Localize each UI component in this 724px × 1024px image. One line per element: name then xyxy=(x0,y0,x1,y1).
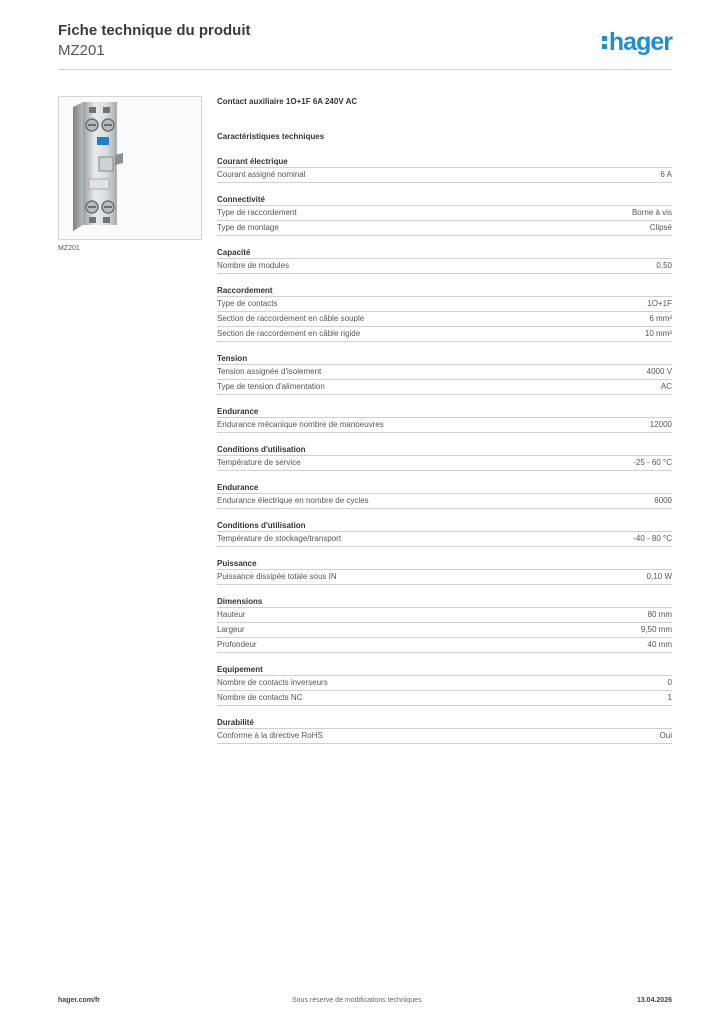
spec-row xyxy=(217,206,672,221)
spec-row xyxy=(217,729,672,744)
spec-label: Type de raccordement xyxy=(217,208,297,217)
spec-group-title: Durabilité xyxy=(217,716,672,729)
spec-value: 10 mm² xyxy=(644,329,672,338)
spec-label: Section de raccordement en câble souple xyxy=(217,314,365,323)
spec-group-title: Equipement xyxy=(217,663,672,676)
page-title: Fiche technique du produit xyxy=(58,22,251,39)
spec-row xyxy=(217,327,672,342)
spec-value: 6 mm² xyxy=(649,314,672,323)
spec-value: AC xyxy=(660,382,672,391)
spec-group xyxy=(217,405,672,433)
spec-row xyxy=(217,608,672,623)
spec-group xyxy=(217,352,672,395)
spec-content xyxy=(217,96,672,744)
spec-group xyxy=(217,716,672,744)
spec-value: 6000 xyxy=(654,496,672,505)
spec-label: Largeur xyxy=(217,625,245,634)
spec-value: Oui xyxy=(659,731,672,740)
spec-group xyxy=(217,284,672,342)
product-name: Contact auxiliaire 1O+1F 6A 240V AC xyxy=(217,97,358,106)
spec-label: Température de stockage/transport xyxy=(217,534,342,543)
spec-value: 0 xyxy=(667,678,672,687)
spec-group xyxy=(217,246,672,274)
footer-disclaimer: Sous réserve de modifications techniques xyxy=(292,997,422,1004)
spec-value: 1 xyxy=(667,693,672,702)
spec-group xyxy=(217,481,672,509)
spec-group-title: Connectivité xyxy=(217,193,672,206)
spec-groups xyxy=(217,155,672,744)
spec-value: 0,50 xyxy=(656,261,672,270)
spec-row xyxy=(217,380,672,395)
logo-mark-icon xyxy=(602,31,607,53)
spec-label: Hauteur xyxy=(217,610,246,619)
spec-value: 0,10 W xyxy=(646,572,672,581)
spec-row xyxy=(217,168,672,183)
product-image xyxy=(58,96,202,240)
spec-group-title: Dimensions xyxy=(217,595,672,608)
contact-module-illustration xyxy=(59,97,201,239)
spec-value: Clipsé xyxy=(649,223,672,232)
spec-group-title: Conditions d'utilisation xyxy=(217,443,672,456)
logo-text: hager xyxy=(608,28,672,56)
spec-value: 9,50 mm xyxy=(640,625,672,634)
spec-group-title: Endurance xyxy=(217,405,672,418)
spec-label: Température de service xyxy=(217,458,301,467)
spec-group xyxy=(217,443,672,471)
page-header xyxy=(58,20,672,70)
spec-row xyxy=(217,570,672,585)
spec-value: Borne à vis xyxy=(631,208,672,217)
spec-row xyxy=(217,259,672,274)
spec-group-title: Endurance xyxy=(217,481,672,494)
spec-group-title: Conditions d'utilisation xyxy=(217,519,672,532)
spec-label: Courant assigné nominal xyxy=(217,170,306,179)
spec-group xyxy=(217,557,672,585)
spec-row xyxy=(217,221,672,236)
spec-label: Section de raccordement en câble rigide xyxy=(217,329,361,338)
spec-label: Nombre de modules xyxy=(217,261,290,270)
spec-label: Type de tension d'alimentation xyxy=(217,382,325,391)
spec-label: Tension assignée d'isolement xyxy=(217,367,322,376)
spec-value: 40 mm xyxy=(647,640,672,649)
spec-group xyxy=(217,519,672,547)
spec-row xyxy=(217,623,672,638)
spec-label: Type de contacts xyxy=(217,299,278,308)
spec-value: -40 - 80 °C xyxy=(633,534,672,543)
spec-label: Nombre de contacts inverseurs xyxy=(217,678,328,687)
hager-logo xyxy=(602,28,672,56)
spec-row xyxy=(217,691,672,706)
spec-value: 6 A xyxy=(660,170,672,179)
spec-group xyxy=(217,595,672,653)
spec-label: Endurance électrique en nombre de cycles xyxy=(217,496,369,505)
spec-row xyxy=(217,638,672,653)
spec-value: 12000 xyxy=(649,420,672,429)
spec-label: Endurance mécanique nombre de manoeuvres xyxy=(217,420,384,429)
spec-label: Nombre de contacts NC xyxy=(217,693,303,702)
spec-value: 4000 V xyxy=(646,367,672,376)
spec-row xyxy=(217,312,672,327)
spec-row xyxy=(217,676,672,691)
spec-group-title: Tension xyxy=(217,352,672,365)
spec-label: Type de montage xyxy=(217,223,279,232)
spec-group xyxy=(217,193,672,236)
spec-label: Puissance dissipée totale sous IN xyxy=(217,572,337,581)
spec-row xyxy=(217,418,672,433)
spec-value: 1O+1F xyxy=(647,299,672,308)
spec-row xyxy=(217,456,672,471)
spec-group-title: Raccordement xyxy=(217,284,672,297)
spec-group-title: Capacité xyxy=(217,246,672,259)
spec-group xyxy=(217,663,672,706)
product-reference: MZ201 xyxy=(58,42,105,59)
spec-group xyxy=(217,155,672,183)
footer-website: hager.com/fr xyxy=(58,997,101,1004)
spec-group-title: Puissance xyxy=(217,557,672,570)
spec-row xyxy=(217,532,672,547)
spec-value: 80 mm xyxy=(647,610,672,619)
image-caption: MZ201 xyxy=(58,245,80,252)
spec-label: Conforme à la directive RoHS xyxy=(217,731,323,740)
footer-date: 13.04.2026 xyxy=(636,997,672,1004)
spec-label: Profondeur xyxy=(217,640,257,649)
spec-row xyxy=(217,494,672,509)
spec-value: -25 - 60 °C xyxy=(633,458,672,467)
spec-row xyxy=(217,297,672,312)
spec-group-title: Courant électrique xyxy=(217,155,672,168)
section-heading: Caractéristiques techniques xyxy=(217,132,325,141)
spec-row xyxy=(217,365,672,380)
